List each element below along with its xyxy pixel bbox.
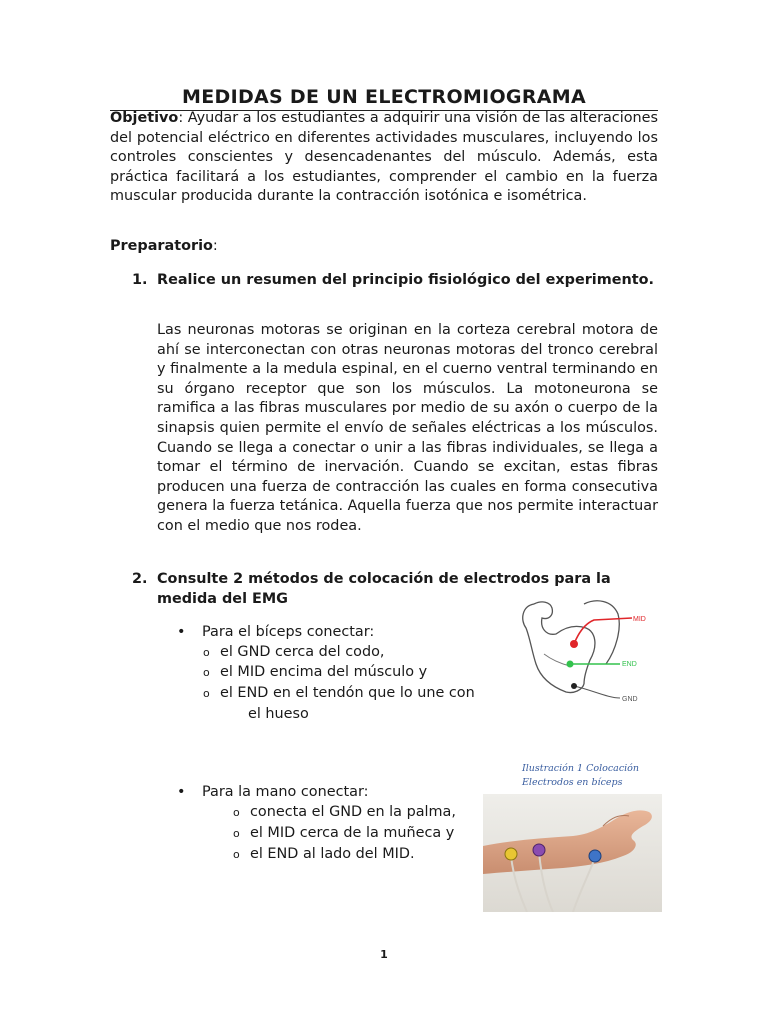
yellow-electrode xyxy=(505,848,517,860)
mid-label: MID xyxy=(633,616,646,623)
question-2-number: 2. xyxy=(132,571,148,587)
question-2-text: Consulte 2 métodos de colocación de electrodos para la medida del EMG xyxy=(157,571,611,607)
objective-paragraph xyxy=(110,109,658,207)
question-1-text: Realice un resumen del principio fisiológico del experimento. xyxy=(157,272,654,288)
document-title: MEDIDAS DE UN ELECTROMIOGRAMA xyxy=(182,86,586,108)
figure-1-caption xyxy=(522,762,662,790)
preparatorio-label: Preparatorio xyxy=(110,238,213,254)
objective-text: : Ayudar a los estudiantes a adquirir una visión de las alteraciones del potencial eléctrico en diferentes actividades musculares, incluyendo los controles conscientes y desencadenantes del músculo. Además, esta práctica facilitará a los estudiantes, comprender el cambio en la fuerza muscular producida durante la contracción isotónica e isométrica. xyxy=(110,110,658,205)
preparatorio-colon: : xyxy=(212,238,218,254)
hand-electrode-photo xyxy=(483,794,662,912)
gnd-electrode-dot xyxy=(571,683,577,689)
gnd-label: GND xyxy=(622,696,638,703)
hand-item-mid: o el MID cerca de la muñeca y xyxy=(250,823,454,843)
biceps-item-mid: o el MID encima del músculo y xyxy=(220,662,427,682)
hand-item-gnd: o conecta el GND en la palma, xyxy=(250,802,456,822)
biceps-heading: • Para el bíceps conectar: xyxy=(202,622,374,642)
biceps-item-gnd: o el GND cerca del codo, xyxy=(220,642,384,662)
biceps-item-end: o el END en el tendón que lo une con xyxy=(220,683,475,703)
page-number: 1 xyxy=(380,948,388,961)
biceps-electrode-figure xyxy=(512,594,658,712)
hand-heading: • Para la mano conectar: xyxy=(202,782,368,802)
end-electrode-dot xyxy=(567,661,574,668)
figure-1-caption-line1: Ilustración 1 Colocación xyxy=(522,763,640,774)
blue-electrode xyxy=(589,850,601,862)
answer-1-paragraph: Las neuronas motoras se originan en la corteza cerebral motora de ahí se interconectan con otras neuronas motoras del tronco cerebral y finalmente a la medula espinal, en el cuerno ventral terminando en su órgano receptor que son los músculos. La motoneurona se ramifica a las fibras musculares por medio de su axón o cuerpo de la sinapsis quien permite el envío de señales eléctricas a los músculos. Cuando se llega a conectar o unir a las fibras individuales, se llega a tomar el término de inervación. Cuando se excitan, estas fibras producen una fuerza de contracción las cuales en forma consecutiva genera la fuerza tetánica. Aquella fuerza que nos permite interactuar con el medio que nos rodea. xyxy=(157,322,658,534)
question-1-number: 1. xyxy=(132,272,148,288)
objective-label: Objetivo xyxy=(110,110,179,126)
end-label: END xyxy=(622,661,637,668)
preparatorio-heading xyxy=(110,238,218,254)
figure-1-caption-line2: Electrodos en bíceps xyxy=(522,777,623,788)
question-1 xyxy=(132,270,658,290)
mid-electrode-dot xyxy=(570,640,578,648)
biceps-item-end-continuation: el hueso xyxy=(248,706,309,722)
hand-item-end: o el END al lado del MID. xyxy=(250,844,415,864)
purple-electrode xyxy=(533,844,545,856)
